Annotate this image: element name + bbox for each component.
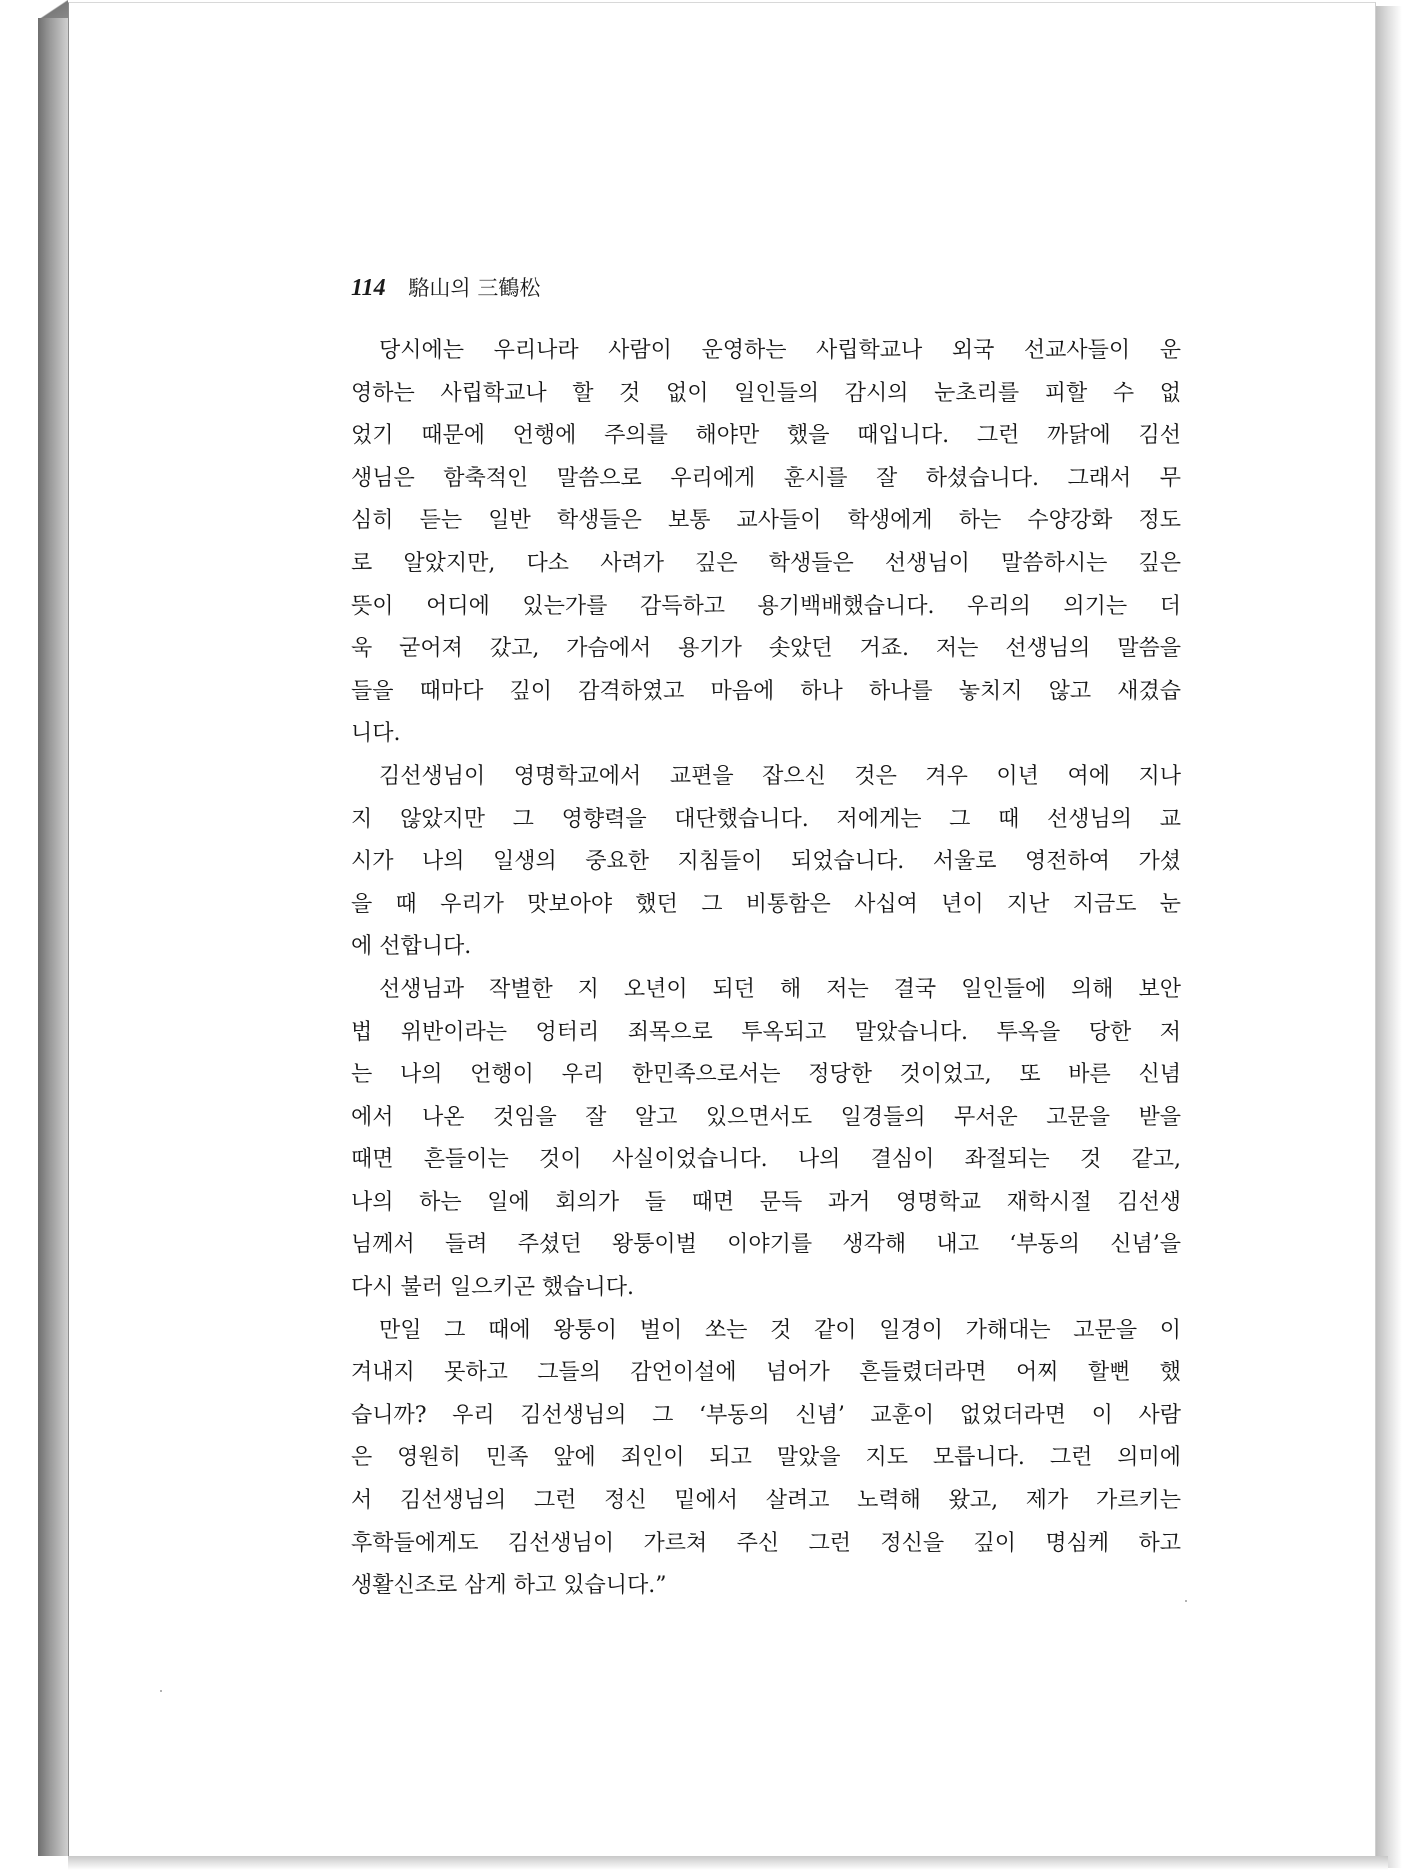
page-number: 114 bbox=[351, 275, 386, 301]
text-line: 후학들에게도 김선생님이 가르쳐 주신 그런 정신을 깊이 명심케 하고 bbox=[351, 1530, 1181, 1556]
text-line: 는 나의 언행이 우리 한민족으로서는 정당한 것이었고, 또 바른 신념 bbox=[351, 1062, 1181, 1088]
text-line: 김선생님이 영명학교에서 교편을 잡으신 것은 겨우 이년 여에 지나 bbox=[379, 763, 1181, 789]
page-shadow-bottom bbox=[68, 1856, 1388, 1870]
running-head bbox=[351, 270, 1051, 306]
text-line: 서 김선생님의 그런 정신 밑에서 살려고 노력해 왔고, 제가 가르키는 bbox=[351, 1488, 1181, 1514]
text-line: 님께서 들려 주셨던 왕퉁이벌 이야기를 생각해 내고 ‘부동의 신념’을 bbox=[351, 1232, 1181, 1258]
text-line: 습니까? 우리 김선생님의 그 ‘부동의 신념’ 교훈이 없었더라면 이 사람 bbox=[351, 1402, 1181, 1428]
text-line: 심히 듣는 일반 학생들은 보통 교사들이 학생에게 하는 수양강화 정도 bbox=[351, 508, 1181, 534]
paper-speck bbox=[1185, 1600, 1187, 1602]
paper-speck bbox=[160, 1690, 162, 1692]
text-line: 법 위반이라는 엉터리 죄목으로 투옥되고 말았습니다. 투옥을 당한 저 bbox=[351, 1019, 1181, 1045]
text-line: 겨내지 못하고 그들의 감언이설에 넘어가 흔들렸더라면 어찌 할뻔 했 bbox=[351, 1360, 1181, 1386]
book-edge-corner bbox=[38, 0, 68, 20]
text-line: 로 알았지만, 다소 사려가 깊은 학생들은 선생님이 말씀하시는 깊은 bbox=[351, 550, 1181, 576]
text-line: 나의 하는 일에 회의가 들 때면 문득 과거 영명학교 재학시절 김선생 bbox=[351, 1189, 1181, 1215]
text-line: 영하는 사립학교나 할 것 없이 일인들의 감시의 눈초리를 피할 수 없 bbox=[351, 380, 1181, 406]
text-line: 생활신조로 삼게 하고 있습니다.” bbox=[351, 1573, 667, 1599]
body-text bbox=[351, 330, 1181, 1608]
text-line: 욱 굳어져 갔고, 가슴에서 용기가 솟았던 거죠. 저는 선생님의 말씀을 bbox=[351, 636, 1181, 662]
text-line: 만일 그 때에 왕퉁이 벌이 쏘는 것 같이 일경이 가해대는 고문을 이 bbox=[379, 1317, 1181, 1343]
text-line: 에서 나온 것임을 잘 알고 있으면서도 일경들의 무서운 고문을 받을 bbox=[351, 1104, 1181, 1130]
text-line: 선생님과 작별한 지 오년이 되던 해 저는 결국 일인들에 의해 보안 bbox=[379, 976, 1181, 1002]
text-line: 을 때 우리가 맛보아야 했던 그 비통함은 사십여 년이 지난 지금도 눈 bbox=[351, 891, 1181, 917]
book-page-stack-edge bbox=[38, 18, 68, 1856]
text-line: 생님은 함축적인 말씀으로 우리에게 훈시를 잘 하셨습니다. 그래서 무 bbox=[351, 465, 1181, 491]
text-line: 당시에는 우리나라 사람이 운영하는 사립학교나 외국 선교사들이 운 bbox=[379, 338, 1181, 363]
text-line: 들을 때마다 깊이 감격하였고 마음에 하나 하나를 놓치지 않고 새겼습 bbox=[351, 678, 1181, 704]
text-line: 에 선합니다. bbox=[351, 934, 472, 960]
text-line: 다시 불러 일으키곤 했습니다. bbox=[351, 1275, 634, 1301]
text-line: 시가 나의 일생의 중요한 지침들이 되었습니다. 서울로 영전하여 가셨 bbox=[351, 849, 1181, 875]
running-title: 駱山의 三鶴松 bbox=[408, 276, 541, 300]
text-line: 때면 흔들이는 것이 사실이었습니다. 나의 결심이 좌절되는 것 같고, bbox=[351, 1147, 1181, 1173]
text-line: 니다. bbox=[351, 721, 401, 747]
text-line: 었기 때문에 언행에 주의를 해야만 했을 때입니다. 그런 까닭에 김선 bbox=[351, 423, 1181, 449]
text-line: 은 영원히 민족 앞에 죄인이 되고 말았을 지도 모릅니다. 그런 의미에 bbox=[351, 1445, 1181, 1471]
text-line: 뜻이 어디에 있는가를 감득하고 용기백배했습니다. 우리의 의기는 더 bbox=[351, 593, 1181, 619]
text-line: 지 않았지만 그 영향력을 대단했습니다. 저에게는 그 때 선생님의 교 bbox=[351, 806, 1181, 832]
page-shadow-right bbox=[1376, 6, 1402, 1868]
